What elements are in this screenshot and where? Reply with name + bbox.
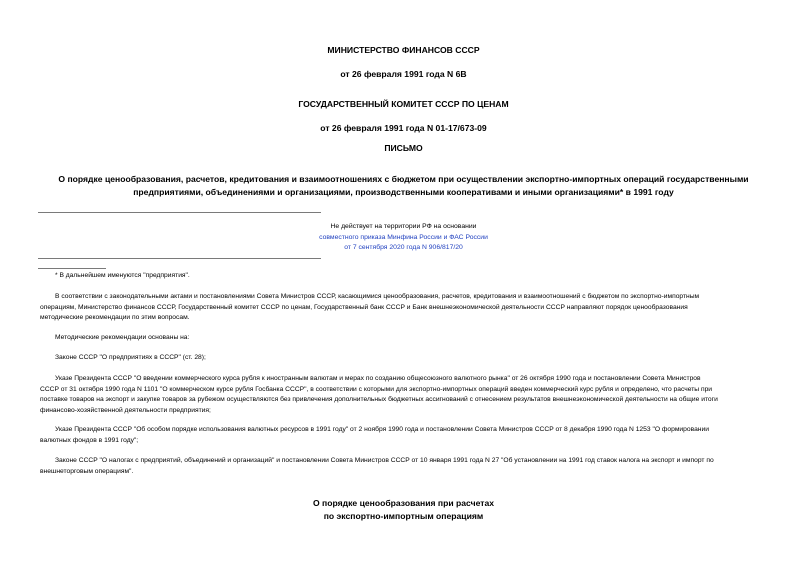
paragraph-line: операциям, Министерство финансов СССР, Государственный комитет СССР по ценам, Государственный банк СССР и Банк внешнеэкономической деятельности СССР направляют порядок ценообразования [40,303,688,311]
paragraph-line: методические рекомендации по этим вопросам. [40,314,190,321]
footnote-rule [38,268,106,269]
divider-bottom [38,258,321,259]
status-note-link-date[interactable]: от 7 сентября 2020 года N 906/817/20 [344,244,463,251]
status-note [0,222,807,254]
paragraph-decree-currency [40,425,768,446]
paragraph-line: Указе Президента СССР "Об особом порядке использования валютных ресурсов в 1991 году" от 2 ноября 1990 года и постановлении Совета Министров СССР от 8 декабря 1990 года N 1253 "О формировании [55,426,709,433]
committee-date: от 26 февраля 1991 года N 01-17/673-09 [320,123,487,133]
paragraph-line: Законе СССР "О налогах с предприятий, объединений и организаций" и постановлении Совета Министров СССР от 10 января 1991 года N 27 "Об установлении на 1991 год ставок налога на экспорт и импорт по [55,457,714,464]
footnote: * В дальнейшем именуются "предприятия". [55,272,190,279]
section-heading [0,497,807,522]
divider-top [38,212,321,213]
paragraph-line: СССР от 31 октября 1990 года N 1101 "О коммерческом курсе рубля Госбанка СССР", в соответствии с которыми для экспортно-импортных операций введен коммерческий курс рубля и определено, что расчеты при [40,385,713,393]
title-line-2: предприятиями, объединениями и организациями, производственными кооперативами и иными организациями* в 1991 году [133,186,674,197]
paragraph-line: финансово-хозяйственной деятельности предприятия; [40,406,211,414]
paragraph-intro [40,292,768,324]
section-heading-line-1: О порядке ценообразования при расчетах [312,498,495,508]
status-note-link-order[interactable]: совместного приказа Минфина России и ФАС России [319,233,488,241]
paragraph-decree-rate [40,374,768,416]
paragraph-line: поставке товаров на экспорт и закупке товаров за рубежом осуществляются без привлечения дополнительных бюджетных ассигнований с отнесением результатов внешнеэкономической деятельности на общие итоги [40,396,718,403]
paragraph-law-taxes [40,456,768,477]
ministry-name: МИНИСТЕРСТВО ФИНАНСОВ СССР [327,45,480,55]
paragraph-line: Методические рекомендации основаны на: [55,334,190,341]
document-type: ПИСЬМО [384,143,423,153]
paragraph-line: внешнеторговым операциям". [40,467,134,475]
paragraph-law-enterprises [40,353,768,364]
ministry-date: от 26 февраля 1991 года N 6В [340,69,467,79]
status-note-text: Не действует на территории РФ на основании [330,223,477,230]
section-heading-line-2: по экспортно-импортным операциям [323,510,484,521]
paragraph-line: Законе СССР "О предприятиях в СССР" (ст. 28); [55,354,206,361]
paragraph-line: валютных фондов в 1991 году"; [40,436,139,444]
committee-name: ГОСУДАРСТВЕННЫЙ КОМИТЕТ СССР ПО ЦЕНАМ [298,99,509,109]
paragraph-line: Указе Президента СССР "О введении коммерческого курса рубля к иностранным валютам и мерах по созданию общесоюзного валютного рынка" от 26 октября 1990 года и постановлении Совета Министров [55,375,701,382]
paragraph-basis [40,333,768,344]
title-line-1: О порядке ценообразования, расчетов, кредитования и взаимоотношениях с бюджетом при осуществлении экспортно-импортных операций государственными [58,174,749,184]
paragraph-line: В соответствии с законодательными актами и постановлениями Совета Министров СССР, касающимися ценообразования, расчетов, кредитования и взаимоотношений с бюджетом по экспортно-импортным [55,293,700,300]
document-title [0,173,807,198]
